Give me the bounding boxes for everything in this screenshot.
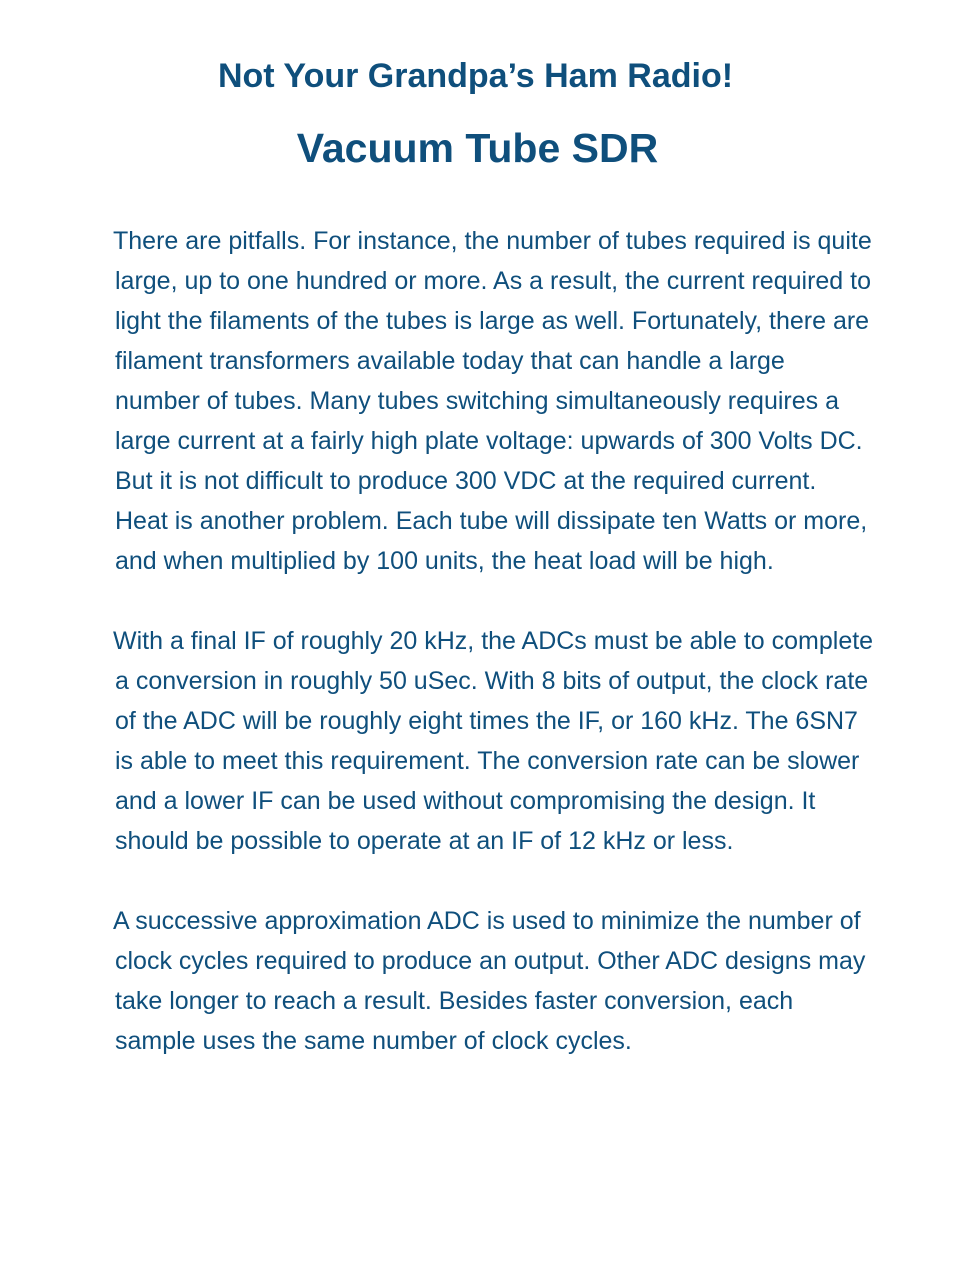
page-subtitle: Vacuum Tube SDR xyxy=(296,125,659,171)
paragraph-final-if: With a final IF of roughly 20 kHz, the ADCs must be able to complete a conversion in roughly 50 uSec. With 8 bits of output, the clock rate of the ADC will be roughly eight times the IF, or 160 kHz. The 6SN7 is able to meet this requirement. The conversion rate can be slower and a lower IF can be used without compromising the design. It should be possible to operate at an IF of 12 kHz or less. xyxy=(113,627,874,855)
page-title: Not Your Grandpa’s Ham Radio! xyxy=(217,57,734,95)
paragraph-successive-approximation: A successive approximation ADC is used to minimize the number of clock cycles required to produce an output. Other ADC designs may take longer to reach a result. Besides faster conversion, each sample uses the same number of clock cycles. xyxy=(113,907,866,1055)
paragraph-pitfalls: There are pitfalls. For instance, the number of tubes required is quite large, up to one hundred or more. As a result, the current required to light the filaments of the tubes is large as well. Fortunately, there are filament transformers available today that can handle a large number of tubes. Many tubes switching simultaneously requires a large current at a fairly high plate voltage: upwards of 300 Volts DC. But it is not difficult to produce 300 VDC at the required current. Heat is another problem. Each tube will dissipate ten Watts or more, and when multiplied by 100 units, the heat load will be high. xyxy=(113,227,872,575)
document-body xyxy=(114,221,874,1061)
